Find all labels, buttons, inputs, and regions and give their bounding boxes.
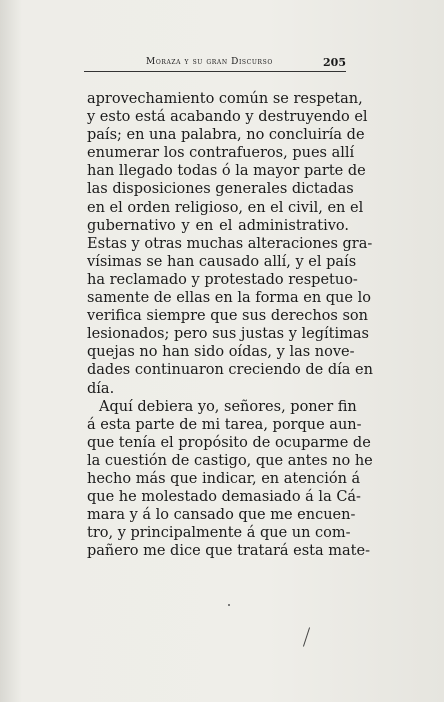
text-line: ha reclamado y protestado respetuo- <box>87 271 358 288</box>
text-line: quejas no han sido oídas, y las nove- <box>87 344 355 361</box>
text-line: han llegado todas ó la mayor parte de <box>87 163 366 180</box>
text-line: que he molestado demasiado á la Cá- <box>87 489 361 506</box>
text-line: la cuestión de castigo, que antes no he <box>87 452 373 469</box>
text-line: lesionados; pero sus justas y legítimas <box>87 326 369 343</box>
text-line: vísimas se han causado allí, y el país <box>87 253 357 270</box>
page-header <box>84 56 346 70</box>
paper-speck <box>228 604 230 606</box>
paragraph-2 <box>87 398 373 561</box>
text-line: Estas y otras muchas alteraciones gra- <box>87 235 373 252</box>
text-line: dades continuaron creciendo de día en <box>87 362 373 379</box>
text-line: pañero me dice que tratará esta mate- <box>87 543 370 560</box>
paragraph-1 <box>87 90 373 398</box>
header-rule <box>84 71 346 72</box>
text-line: en el orden religioso, en el civil, en el <box>87 199 364 216</box>
text-line: día. <box>87 380 115 397</box>
text-line: á esta parte de mi tarea, porque aun- <box>87 416 362 433</box>
pencil-mark <box>303 627 310 646</box>
text-line: aprovechamiento común se respetan, <box>87 91 363 107</box>
text-line: tro, y principalmente á que un com- <box>87 525 351 542</box>
text-line: y esto está acabando y destruyendo el <box>87 109 368 126</box>
text-line: samente de ellas en la forma en que lo <box>87 290 371 307</box>
text-line: las disposiciones generales dictadas <box>87 181 354 198</box>
text-line: enumerar los contrafueros, pues allí <box>87 145 355 162</box>
text-line: hecho más que indicar, en atención á <box>87 470 361 487</box>
text-line: país; en una palabra, no concluiría de <box>87 127 365 144</box>
page-number: 205 <box>323 56 346 69</box>
text-line: verifica siempre que sus derechos son <box>87 308 368 325</box>
text-line: Aquí debiera yo, señores, poner fin <box>99 398 357 415</box>
text-line: mara y á lo cansado que me encuen- <box>87 507 356 524</box>
body-text <box>87 90 373 560</box>
running-head: Moraza y su gran Discurso <box>146 57 273 67</box>
text-line: gubernativo y en el administrativo. <box>87 217 349 234</box>
text-line: que tenía el propósito de ocuparme de <box>87 434 371 451</box>
